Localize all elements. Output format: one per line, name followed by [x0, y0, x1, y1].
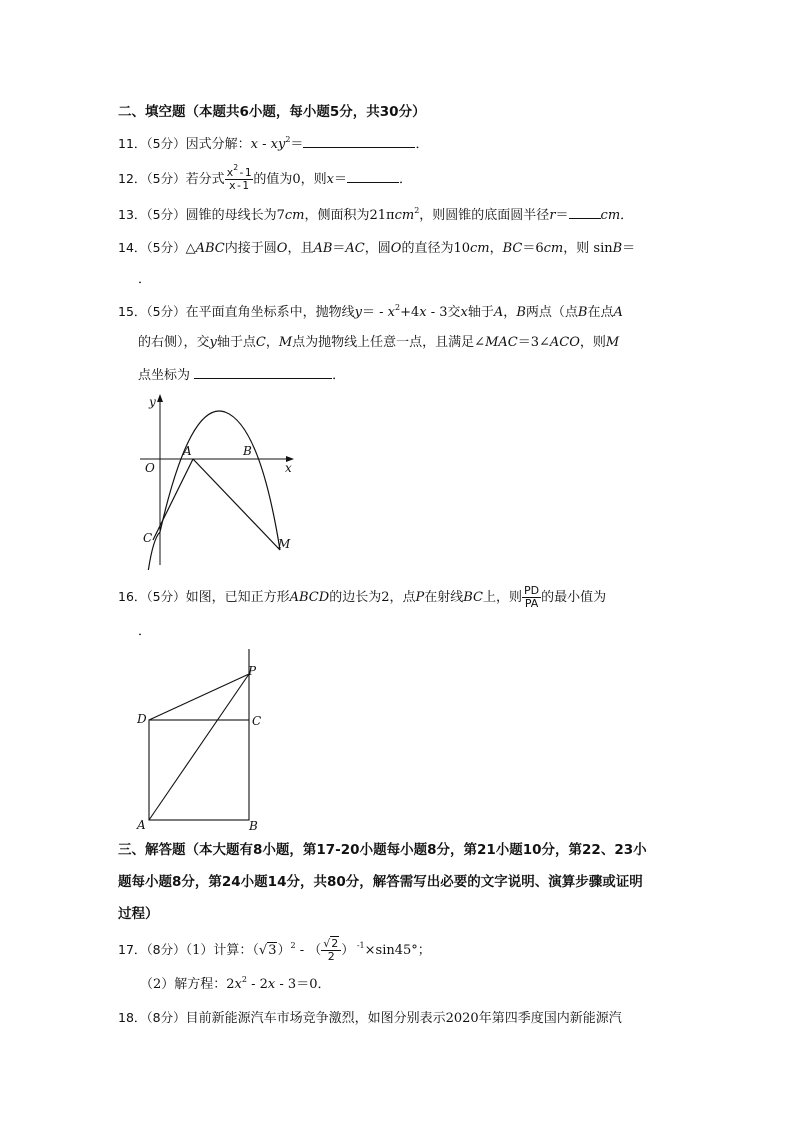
question-12	[118, 162, 412, 197]
question-17-part-2: （2）解方程：$2x^2 - 2x - 3=0$．	[140, 975, 331, 992]
label-a: A	[137, 818, 146, 832]
question-number: 15．（5分）	[118, 304, 186, 319]
period: ．	[138, 624, 152, 639]
answer-blank[interactable]	[569, 206, 601, 219]
figure-square	[134, 645, 274, 840]
question-text: 圆锥的母线长为7	[185, 208, 285, 223]
unit: cm	[284, 208, 305, 223]
equals: ＝	[555, 208, 569, 223]
segment-am	[193, 459, 280, 550]
question-15-line-3: 点坐标为 ．	[138, 368, 346, 383]
segment-ca	[153, 459, 193, 540]
parabola-curve	[147, 411, 280, 570]
label-c: C	[143, 531, 153, 545]
section-3-title-line-3: 过程）	[118, 906, 159, 922]
exponent: 2	[285, 135, 291, 144]
label-d: D	[137, 712, 147, 726]
label-m: M	[278, 537, 291, 551]
fraction: $\frac{x^2-1}{x-1}$	[226, 163, 252, 192]
label-b: B	[243, 444, 252, 458]
unit: cm	[394, 208, 415, 223]
expr: x	[250, 137, 258, 152]
question-text: 若分式	[185, 172, 225, 187]
question-18	[118, 1008, 622, 1029]
expr: xy	[270, 137, 286, 152]
question-text: ，则圆锥的底面圆半径	[419, 208, 550, 223]
fraction: $\frac{PD}{PA}$	[524, 584, 540, 610]
question-number: 12．（5分）	[118, 171, 186, 186]
question-text: ，侧面积为21π	[304, 208, 395, 223]
question-14-answer-line[interactable]	[138, 270, 151, 290]
unit: cm	[600, 208, 621, 223]
expr: -	[257, 137, 271, 152]
label-b: B	[249, 819, 258, 833]
question-text: 目前新能源汽车市场竞争激烈，如图分别表示2020年第四季度国内新能源汽	[185, 1011, 622, 1026]
question-number: 13．（5分）	[118, 207, 186, 222]
label-o: O	[145, 461, 155, 475]
variable: x	[326, 172, 334, 187]
question-15-line-2: 的右侧），交y轴于点C，M点为抛物线上任意一点，且满足∠MAC＝3∠ACO，则M	[138, 335, 620, 350]
question-number: 17．（8分）	[118, 942, 186, 957]
answer-blank[interactable]	[303, 135, 415, 148]
fraction: $\frac{√2}{2}$	[321, 938, 341, 963]
question-number: 14．（5分）	[118, 240, 186, 255]
question-number: 11．（5分）	[118, 136, 186, 151]
question-14: 14．（5分）△ABC内接于圆O，且AB＝AC，圆O的直径为10cm，BC＝6cm，则 sinB＝	[118, 240, 636, 256]
question-text: 因式分解：	[185, 137, 251, 152]
question-11	[118, 134, 428, 155]
label-c: C	[252, 714, 262, 728]
square-abcd	[149, 720, 249, 820]
question-13	[118, 205, 633, 226]
question-15-line-1: 15．（5分）在平面直角坐标系中，抛物线$y= - x^2+4x - 3$交x轴于A，B两点（点B在点A	[118, 303, 623, 320]
question-text: 的值为0，则	[253, 172, 327, 187]
question-number: 18．（8分）	[118, 1010, 186, 1025]
figure-parabola	[135, 390, 305, 570]
label-x: x	[285, 461, 292, 475]
label-y: y	[149, 395, 156, 409]
section-3-title-line-2: 题每小题8分，第24小题14分，共80分，解答需写出必要的文字说明、演算步骤或证明	[118, 874, 643, 890]
section-2-title: 二、填空题（本题共6小题，每小题5分，共30分）	[118, 104, 426, 120]
y-axis-arrow-icon	[157, 394, 163, 402]
period: ．	[620, 208, 634, 223]
period: ．	[415, 137, 429, 152]
segment-pa	[149, 674, 249, 820]
question-16-answer-line[interactable]	[138, 622, 151, 642]
section-3-title-line-1: 三、解答题（本大题有8小题，第17-20小题每小题8分，第21小题10分，第22、23小	[118, 842, 647, 858]
label-p: P	[248, 664, 257, 678]
answer-blank[interactable]	[194, 366, 332, 379]
segment-pd	[149, 674, 249, 720]
period: ．	[398, 172, 412, 187]
answer-blank[interactable]	[347, 170, 399, 183]
question-16: 16．（5分）如图，已知正方形ABCD的边长为2，点P在射线BC上，则 $\frac{PD}{PA}$ 的最小值为	[118, 584, 607, 610]
question-number: 16．（5分）	[118, 589, 186, 604]
variable: r	[549, 208, 556, 223]
exponent: 2	[414, 206, 420, 215]
question-17-part-1: 17．（8分）（1）计算：$(√3)^2$ - （ $\frac{√2}{2}$ ） $^{-1}$×sin45°；	[118, 937, 431, 963]
period: ．	[138, 272, 152, 287]
label-a: A	[183, 444, 192, 458]
equals: ＝	[290, 137, 304, 152]
equals: ＝	[333, 172, 347, 187]
